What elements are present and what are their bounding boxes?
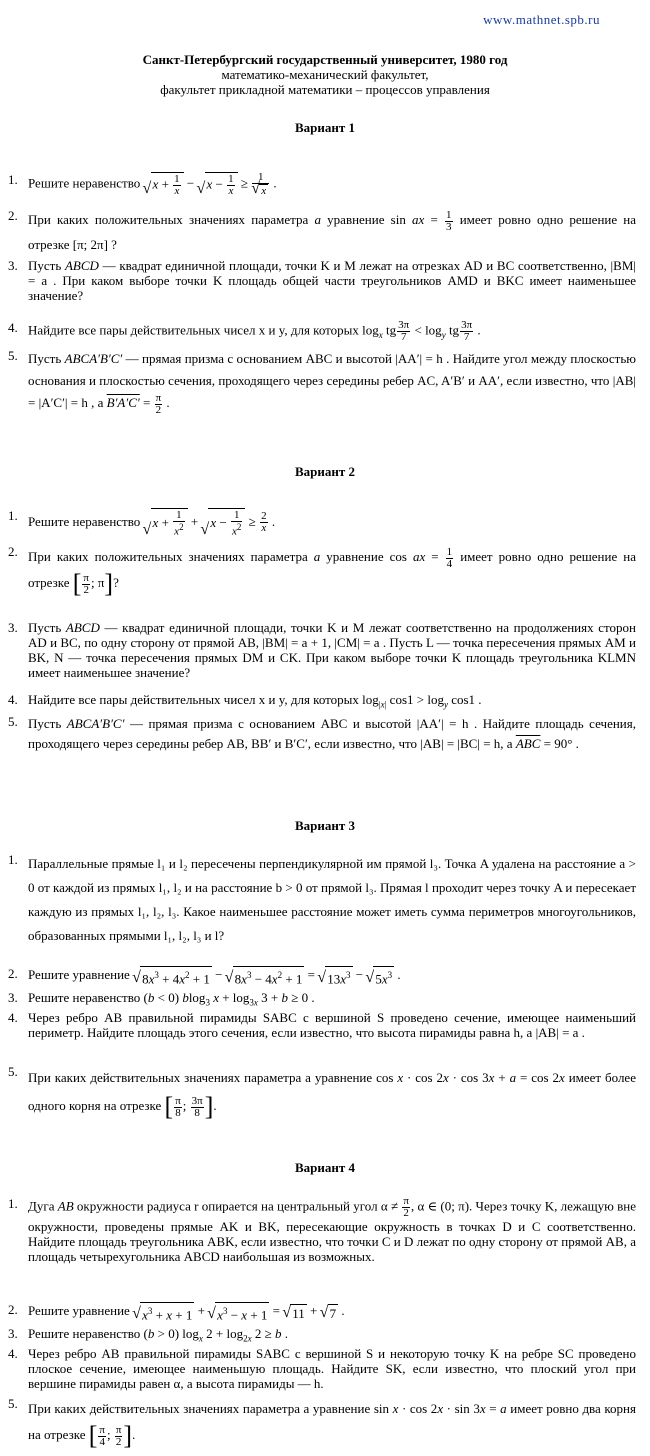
faculty-line-1: математико-механический факультет, <box>221 67 429 82</box>
document-title: Санкт-Петербургский государственный университет, 1980 год <box>142 52 508 67</box>
variant-3-heading: Вариант 3 <box>294 818 356 833</box>
v4-problem-4: 4. Через ребро AB правильной пирамиды SABC с вершиной S и некоторую точку K на ребре SC проведено плоское сечение, имеющее наименьшую площадь. Найдите SK, если известно, что плоский угол при вершине пирамиды равен α, а высота пирамиды — h. <box>8 1346 636 1391</box>
variant-4-heading: Вариант 4 <box>294 1160 356 1175</box>
v1-problem-3: 3. Пусть ABCD — квадрат единичной площади, точки K и M лежат на отрезках AD и BC соответственно, |BM| = a . При каком выборе точки K площадь общей части треугольников AMD и BKC имеет наименьшее значение? <box>8 258 636 303</box>
site-url[interactable]: www.mathnet.spb.ru <box>483 12 600 27</box>
v3-problem-1: 1. Параллельные прямые l₁ и l₂ пересечены перпендикулярной им прямой l₃. Точка A удалена на расстояние a > 0 от каждой из прямых l₁, l₂ и на расстояние b > 0 от прямой l₃. Прямая l проходит через точку A и пересекает каждую из прямых l₁, l₂, l₃. Какое наименьшее расстояние может иметь сумма периметров многоугольников, образованных прямыми l₁, l₂, l₃ и l? <box>8 852 636 943</box>
v1-problem-2: 2. При каких положительных значениях параметра a уравнение sin ax = $\frac{1}{3}$ имеет ровно одно решение на отрезке [π; 2π] ? <box>8 208 637 252</box>
v4-problem-3: 3. Решите неравенство (b > 0) $\log_x 2 + \log_{2x} 2 \ge b$ . <box>8 1326 289 1344</box>
v1-problem-1: 1. Решите неравенство √ x + $\frac{1}{x}$ − √ x − $\frac{1}{x}$ ≥ 1 √ x . <box>8 172 636 197</box>
v2-problem-3: 3. Пусть ABCD — квадрат единичной площади, точки K и M лежат соответственно на продолжениях сторон AD и BC, по одну сторону от прямой AB, |BM| = a + 1, |CM| = a . Пусть L — точка пересечения прямых AM и BK, N — точка пересечения прямых DM и CK. При каком выборе точки K площадь треугольника KLMN имеет наименьшее значение? <box>8 620 636 680</box>
v2-problem-5: 5. Пусть ABCA′B′C′ — прямая призма с основанием ABC и высотой |AA′| = h . Найдите площадь сечения, проходящего через середины ребер AB, BB′ и B′C′, если известно, что |AB| = |BC| = h, а $\overline{ABC} = 90^\circ$ . <box>8 714 636 751</box>
v1-problem-5: 5. Пусть ABCA′B′C′ — прямая призма с основанием ABC и высотой |AA′| = h . Найдите угол между плоскостью основания и плоскостью сечения, проходящего через середины ребер AC, A′B′ и AA′, если известно, что |AB| = |A′C′| = h , а B′A′C′ = $\frac{\pi}{2}$ . <box>8 348 636 416</box>
v2-problem-4: 4. Найдите все пары действительных чисел x и y, для которых $\log_{|x|} \cos 1 > \log_y \cos 1$ . <box>8 692 482 710</box>
v4-problem-5: 5. При каких действительных значениях параметра a уравнение sin x · cos 2x · sin 3x = a имеет ровно два корня на отрезке [ $\frac{\pi}{4}$ ; $\frac{\pi}{2}$ ]. <box>8 1396 636 1451</box>
document-header <box>0 52 650 97</box>
v4-problem-1: 1. Дуга AB окружности радиуса r опирается на центральный угол α ≠ $\frac{\pi}{2}$ , α ∈ (0; π). Через точку K, лежащую вне окружности, проведены прямые AK и BK, пересекающие окружность в точках D и C соответственно. Найдите площадь треугольника ABK, если известно, что точки C и D лежат по одну сторону от прямой AB, а площадь четырехугольника ABCD наибольшая из возможных. <box>8 1195 636 1264</box>
faculty-line-2: факультет прикладной математики – процессов управления <box>160 82 490 97</box>
v4-problem-2: 2. Решите уравнение √ $x^3 + x + 1$ + √ $x^3 - x + 1$ = √ 11 + √ 7 . <box>8 1302 636 1322</box>
v2-problem-2: 2. При каких положительных значениях параметра a уравнение cos ax = $\frac{1}{4}$ имеет ровно одно решение на отрезке [ $\frac{\pi}{2}$ ; π]? <box>8 544 636 599</box>
v2-problem-1: 1. Решите неравенство √ x + $\frac{1}{x^2}$ + √ x − $\frac{1}{x^2}$ ≥ $\frac{2}{x}$ . <box>8 508 636 538</box>
v3-problem-5: 5. При каких действительных значениях параметра a уравнение cos x · cos 2x · cos 3x + a = cos 2x имеет более одного корня на отрезке [ $\frac{\pi}{8}$ ; $\frac{3\pi}{8}$ ]. <box>8 1064 636 1122</box>
v3-problem-3: 3. Решите неравенство (b < 0) blog$_3$ $x + \log_{3x} 3 + b \ge 0$ . <box>8 990 315 1008</box>
variant-2-heading: Вариант 2 <box>294 464 356 479</box>
v3-problem-4: 4. Через ребро AB правильной пирамиды SABC с вершиной S проведено сечение, имеющее наименьший периметр. Найдите площадь этого сечения, если известно, что высота пирамиды равна h, а |AB| = a . <box>8 1010 636 1040</box>
v1-problem-4: 4. Найдите все пары действительных чисел x и y, для которых $\log_x$ tg $\frac{3\pi}{7}$ < $\log_y$ tg $\frac{3\pi}{7}$ . <box>8 319 481 343</box>
v3-problem-2: 2. Решите уравнение √ $8x^3 + 4x^2 + 1$ − √ $8x^3 - 4x^2 + 1$ = √ $13x^3$ − √ $5x^3$ . <box>8 966 636 986</box>
variant-1-heading: Вариант 1 <box>294 120 356 135</box>
